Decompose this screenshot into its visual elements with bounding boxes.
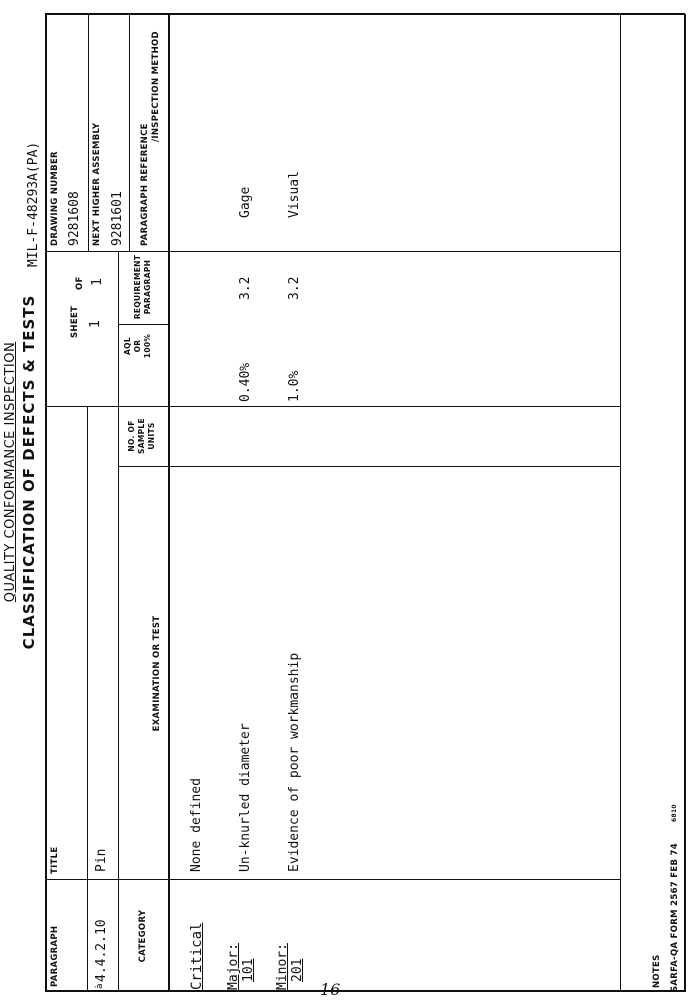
row-major-code: 101 <box>241 958 256 982</box>
frame-top <box>45 14 47 992</box>
row-minor-category: Minor: <box>275 943 290 990</box>
frame-right <box>45 14 685 16</box>
page-number: 16 <box>320 980 341 999</box>
frame-bottom <box>684 14 686 992</box>
header-title-line1 <box>3 272 18 672</box>
row-critical-category: Critical <box>189 922 205 990</box>
drawing-number-label: DRAWING NUMBER <box>50 151 60 246</box>
row-major-category: Major: <box>226 943 241 990</box>
drawing-divider-2 <box>129 14 130 252</box>
title-label: TITLE <box>50 846 60 874</box>
spec-number: MIL-F-48293A(PA) <box>26 141 41 267</box>
col-div-req <box>45 251 620 252</box>
paragraph-label: PARAGRAPH <box>50 925 60 987</box>
form-code: 6810 <box>671 804 678 822</box>
title-line1-text: QUALITY CONFORMANCE INSPECTION <box>3 341 18 603</box>
drawing-number-value: 9281608 <box>67 191 82 246</box>
of-value: 1 <box>90 278 105 286</box>
row-major-req: 3.2 <box>238 276 253 300</box>
category-header: CATEGORY <box>138 909 148 963</box>
sample-units-header: NO. OF SAMPLE UNITS <box>127 418 156 454</box>
paragraph-reference-label: PARAGRAPH REFERENCE <box>140 123 150 246</box>
sheet-label: SHEET <box>70 305 80 338</box>
requirement-paragraph-header: REQUIREMENT PARAGRAPH <box>133 254 152 320</box>
paragraph-value: 4.4.2.10 <box>94 919 109 982</box>
exam-header: EXAMINATION OR TEST <box>152 615 162 732</box>
row-major-exam: Un-knurled diameter <box>238 723 253 872</box>
header-row2-divider <box>118 252 119 992</box>
paragraph-mark: à <box>95 983 105 989</box>
notes-divider <box>620 14 621 992</box>
next-assembly-value: 9281601 <box>110 191 125 246</box>
aql-header: AQL OR 100% <box>123 333 152 359</box>
row-minor-req: 3.2 <box>287 276 302 300</box>
col-div-aql <box>118 324 168 325</box>
col-div-category <box>45 879 620 880</box>
row-minor-aql: 1.0% <box>287 370 302 402</box>
column-header-divider <box>168 14 170 992</box>
row-major-aql: 0.40% <box>238 362 253 402</box>
of-label: OF <box>75 276 85 290</box>
row-critical-exam: None defined <box>189 778 204 872</box>
header-title-line2: CLASSIFICATION OF DEFECTS & TESTS <box>20 294 38 650</box>
row-minor-code: 201 <box>290 958 305 982</box>
sheet-value: 1 <box>88 320 103 328</box>
row-minor-exam: Evidence of poor workmanship <box>287 652 302 872</box>
header-row1-divider <box>87 407 88 992</box>
inspection-method-label: /INSPECTION METHOD <box>151 31 161 142</box>
title-value: Pin <box>94 848 109 872</box>
row-minor-method: Visual <box>287 171 302 218</box>
drawing-divider-1 <box>88 14 89 252</box>
next-assembly-label: NEXT HIGHER ASSEMBLY <box>92 122 102 246</box>
col-div-sample <box>45 406 620 407</box>
notes-label: NOTES <box>652 954 662 988</box>
form-number: SARFA-QA FORM 2567 FEB 74 <box>670 843 680 992</box>
row-major-method: Gage <box>238 186 253 218</box>
col-div-exam <box>118 466 620 467</box>
